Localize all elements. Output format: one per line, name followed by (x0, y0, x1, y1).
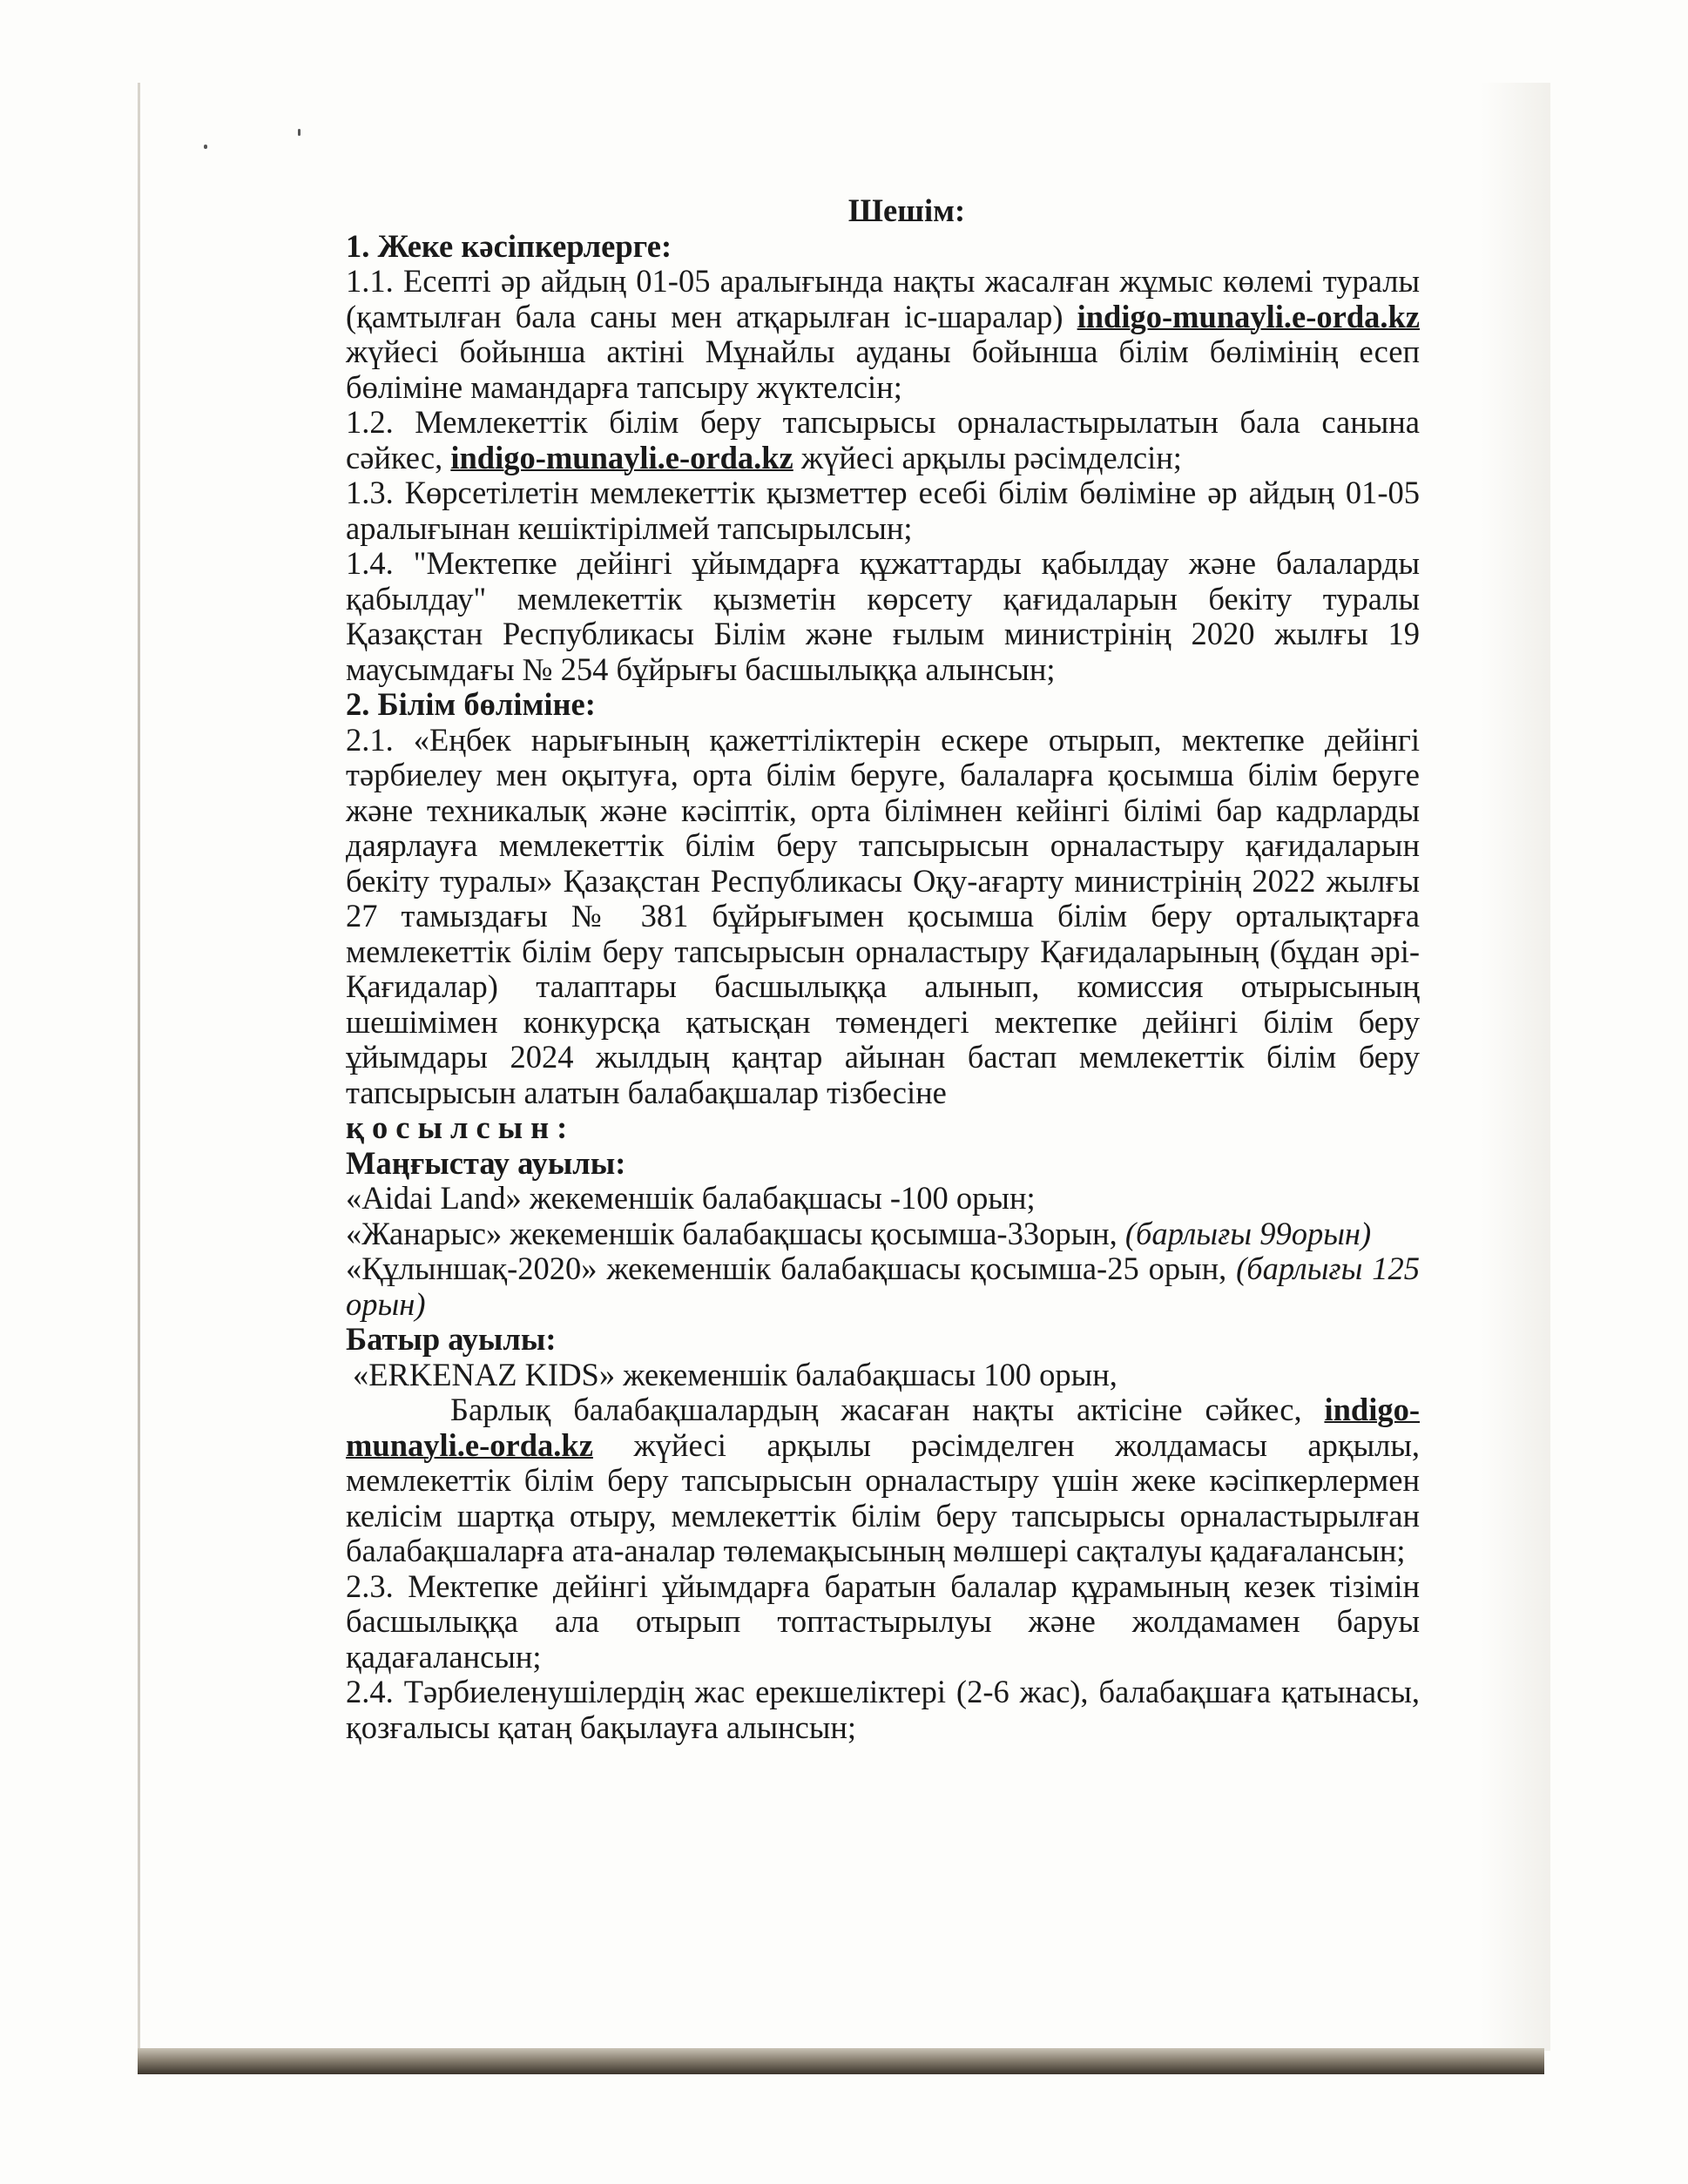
section-1-heading: 1. Жеке кәсіпкерлерге: (346, 227, 672, 264)
paragraph-2-4: 2.4. Тәрбиеленушілердің жас ерекшеліктері (2-6 жас), балабақшаға қатынасы, қозғалысы қатаң бақылауға алынсын; (346, 1674, 1420, 1745)
kindergarten-zhanarys: «Жанарыс» жекеменшік балабақшасы қосымша-33орын, (барлығы 99орын) (346, 1215, 1372, 1251)
indigo-link[interactable]: indigo-munayli.e-orda.kz (1077, 298, 1421, 334)
kindergarten-aidai-land: «Aidai Land» жекеменшік балабақшасы -100 орын; (346, 1180, 1036, 1216)
indigo-link[interactable]: indigo-munayli.e-orda.kz (346, 1392, 1420, 1463)
paragraph-2-1-end: қосылсын: (346, 1109, 576, 1145)
paragraph-1-4: 1.4. "Мектепке дейінгі ұйымдарға құжаттарды қабылдау және балаларды қабылдау" мемлекеттік қызметін көрсету қағидаларын бекіту туралы Қазақстан Республикасы Білім және ғылым министрінің 2020 жылғы 19 маусымдағы № 254 бұйрығы басшылыққа алынсын; (346, 545, 1420, 687)
paragraph-2-3: 2.3. Мектепке дейінгі ұйымдарға баратын балалар құрамының кезек тізімін басшылыққа ала отырып топтастырылуы және жолдамамен баруы қадағалансын; (346, 1567, 1420, 1675)
scan-right-shade (1481, 83, 1550, 2051)
paragraph-2-1: 2.1. «Еңбек нарығының қажеттіліктерін ескере отырып, мектепке дейінгі тәрбиелеу мен оқытуға, орта білім беруге, балаларға қосымша білім беруге және техникалық және кәсіптік, орта білімнен кейінгі білімі бар кадрларды даярлауға мемлекеттік білім беру тапсырысын орналастыру қағидаларын бекіту туралы» Қазақстан Республикасы Оқу-ағарту министрінің 2022 жылғы 27 тамыздағы № 381 бұйрығымен қосымша білім беру орталықтарға мемлекеттік білім беру тапсырысын орналастыру Қағидаларының (бұдан әрі-Қағидалар) талаптары басшылыққа алынып, комиссия отырысының шешімімен конкурсқа қатысқан төмендегі мектепке дейінгі білім беру ұйымдары 2024 жылдың қаңтар айынан бастап мемлекеттік білім беру тапсырысын алатын балабақшалар тізбесіне (346, 721, 1420, 1110)
scan-speck (204, 145, 207, 149)
paragraph-1-3: 1.3. Көрсетілетін мемлекеттік қызметтер есебі білім бөліміне әр айдың 01-05 аралығынан кешіктірілмей тапсырылсын; (346, 475, 1420, 546)
kindergarten-erkenaz: «ERKENAZ KIDS» жекеменшік балабақшасы 100 орын, (353, 1356, 1117, 1392)
section-2-heading: 2. Білім бөліміне: (346, 686, 596, 722)
document-title: Шешім: (847, 192, 966, 228)
paragraph-all-kindergartens: Барлық балабақшалардың жасаған нақты актісіне сәйкес, indigo-munayli.e-orda.kz жүйесі арқылы рәсімделген жолдамасы арқылы, мемлекеттік білім беру тапсырысын орналастыру үшін жеке кәсіпкерлермен келісім шартқа отыру, мемлекеттік білім беру тапсырысы орналастырылған балабақшаларға ата-аналар төлемақысының мөлшері сақталуы қадағалансын; (346, 1392, 1421, 1568)
scan-bottom-shadow (138, 2048, 1544, 2074)
scan-page-edge (138, 83, 140, 2068)
paragraph-1-2: 1.2. Мемлекеттік білім беру тапсырысы орналастырылатын бала санына сәйкес, indigo-munayli.e-orda.kz жүйесі арқылы рәсімделсін; (346, 404, 1420, 475)
document-body (346, 193, 1420, 1745)
scan-speck (298, 129, 300, 136)
village-batyr: Батыр ауылы: (346, 1321, 557, 1357)
paragraph-1-1: 1.1. Есепті әр айдың 01-05 аралығында нақты жасалған жұмыс көлемі туралы (қамтылған бала саны мен атқарылған іс-шаралар) indigo-munayli.e-orda.kz жүйесі бойынша актіні Мұнайлы ауданы бойынша білім бөлімінің есеп бөліміне мамандарға тапсыру жүктелсін; (346, 263, 1421, 405)
village-mangystau: Маңғыстау ауылы: (346, 1144, 626, 1181)
indigo-link[interactable]: indigo-munayli.e-orda.kz (450, 439, 793, 475)
kindergarten-kulynshak: «Құлыншақ-2020» жекеменшік балабақшасы қосымша-25 орын, (барлығы 125 орын) (346, 1250, 1421, 1322)
